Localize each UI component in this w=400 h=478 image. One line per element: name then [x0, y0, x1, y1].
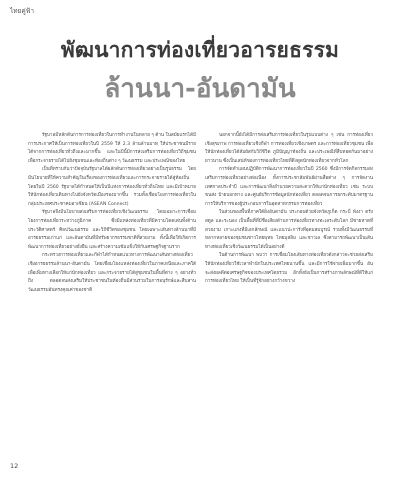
article-title-line-2: ล้านนา-อันดามัน [104, 74, 296, 104]
body-column-right [205, 132, 373, 287]
paragraph: กระทรวงการท่องเที่ยวและกีฬาได้กำหนดแนวทางการพัฒนาเส้นทางท่องเที่ยวเชิงอารยธรรมล้านนา-อันดามัน โดยเชื่อมโยงแหล่งท่องเที่ยวในภาคเหนือและภาคใต้ เพื่อเพิ่มทางเลือกให้แก่นักท่องเที่ยว และกระจายรายได้สู่ชุมชนในพื้นที่ต่าง ๆ อย่างทั่วถึง ตลอดจนส่งเสริมให้ประชาชนในท้องถิ่นมีส่วนร่วมในการอนุรักษ์และสืบสานวัฒนธรรมอันทรงคุณค่าของชาติ [28, 253, 196, 293]
paragraph: รัฐบาลมีหลักดันการการท่องเที่ยวในการทำงานในหลาย ๆ ด้าน ในสมัยแรกได้มีการประกาศให้เป็นการท่องเที่ยวในปี 2559 ให้ 2.3 ล้านล้านบาท ให้ประชาชนมีรายได้จากการท่องเที่ยวทั่วถึงและมากขึ้น และในปีนี้มีการส่งเสริมการท่องเที่ยววิถีชุมชนเพื่อกระจายรายได้ไปยังชุมชนและท้องถิ่นต่าง ๆ วัฒนธรรม และประเพณีของไทย [28, 133, 196, 164]
paragraph: การจัดทำแผนปฏิบัติการพัฒนาการท่องเที่ยวในปี 2560 ซึ่งมีการจัดกิจกรรมส่งเสริมการท่องเที่ยวอย่างต่อเนื่อง ทั้งการประชาสัมพันธ์ผ่านสื่อต่าง ๆ การจัดงานเทศกาลประจำปี และการพัฒนาสิ่งอำนวยความสะดวกให้แก่นักท่องเที่ยว เช่น ระบบขนส่ง ป้ายบอกทาง และศูนย์บริการข้อมูลนักท่องเที่ยว ตลอดจนการยกระดับมาตรฐานการให้บริการของผู้ประกอบการในอุตสาหกรรมการท่องเที่ยว [205, 167, 373, 207]
body-column-left [28, 132, 196, 295]
section-header: ไทยคู่ฟ้า [10, 7, 34, 15]
paragraph: ในด้านการพัฒนา พบว่า การเชื่อมโยงเส้นทางท่องเที่ยวดังกล่าวจะช่วยส่งเสริมให้นักท่องเที่ยวใช้เวลาพำนักในประเทศไทยนานขึ้น และมีการใช้จ่ายเพิ่มมากขึ้น อันจะส่งผลดีต่อเศรษฐกิจของประเทศโดยรวม อีกทั้งยังเป็นการสร้างภาพลักษณ์ที่ดีให้แก่การท่องเที่ยวไทย ให้เป็นที่รู้จักอย่างกว้างขวาง [205, 253, 373, 285]
paragraph: รัฐบาลจึงมีนโยบายส่งเสริมการท่องเที่ยวเชิงวัฒนธรรม โดยเฉพาะการเชื่อมโยงการท่องเที่ยวระหว่างภูมิภาค ซึ่งมีแหล่งท่องเที่ยวที่มีความโดดเด่นทั้งด้านประวัติศาสตร์ ศิลปวัฒนธรรม และวิถีชีวิตของชุมชน โดยเฉพาะเส้นทางล้านนาที่มีอารยธรรมเก่าแก่ และอันดามันที่มีทรัพยากรธรรมชาติที่สวยงาม ทั้งนี้เพื่อให้เกิดการพัฒนาการท่องเที่ยวอย่างยั่งยืน และสร้างความเข้มแข็งให้กับเศรษฐกิจฐานราก [28, 210, 196, 250]
paragraph: นอกจากนี้ยังได้มีการส่งเสริมการท่องเที่ยวในรูปแบบต่าง ๆ เช่น การท่องเที่ยวเชิงสุขภาพ การท่องเที่ยวเชิงกีฬา การท่องเที่ยวเชิงเกษตร และการท่องเที่ยวชุมชน เพื่อให้นักท่องเที่ยวได้สัมผัสกับวิถีชีวิต ภูมิปัญญาท้องถิ่น และประเพณีที่สืบทอดกันมาอย่างยาวนาน ซึ่งเป็นเสน่ห์ของการท่องเที่ยวไทยที่ดึงดูดนักท่องเที่ยวจากทั่วโลก [205, 133, 373, 164]
article-title-line-1: พัฒนาการท่องเที่ยวอารยธรรม [60, 38, 340, 62]
paragraph: ในส่วนของพื้นที่ภาคใต้ฝั่งอันดามัน ประกอบด้วยจังหวัดภูเก็ต กระบี่ พังงา ตรัง สตูล และระนอง เป็นพื้นที่ที่มีชื่อเสียงด้านการท่องเที่ยวทางทะเลระดับโลก มีชายหาดที่สวยงาม เกาะแก่งที่มีเอกลักษณ์ และแนวปะการังที่อุดมสมบูรณ์ รวมทั้งมีวัฒนธรรมที่หลากหลายของชุมชนชาวไทยพุทธ ไทยมุสลิม และชาวเล ซึ่งสามารถพัฒนาเป็นเส้นทางท่องเที่ยวเชิงวัฒนธรรมได้เป็นอย่างดี [205, 210, 373, 250]
paragraph: เป็นที่ทราบกันว่าปัจจุบันรัฐบาลได้ผลักดันการท่องเที่ยวอย่างเป็นรูปธรรม โดยมีนโยบายที่ให้ความสำคัญในเรื่องของการท่องเที่ยวและการกระจายรายได้สู่ท้องถิ่น โดยในปี 2560 รัฐบาลได้กำหนดให้เป็นปีแห่งการท่องเที่ยวทั่วถิ่นไทย และมีเป้าหมายให้นักท่องเที่ยวเดินทางไปยังจังหวัดเมืองรองมากขึ้น รวมทั้งเชื่อมโยงการท่องเที่ยวในกลุ่มประเทศประชาคมอาเซียน (ASEAN Connect) [28, 167, 196, 207]
page-number: 12 [10, 462, 19, 470]
